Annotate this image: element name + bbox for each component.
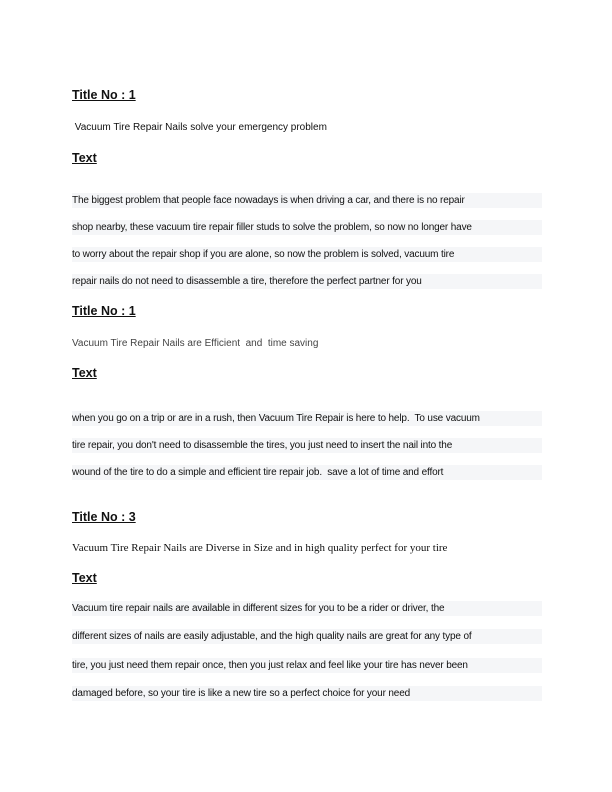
section-1-line-2: shop nearby, these vacuum tire repair filler studs to solve the problem, so now no longer have [72,220,542,235]
section-3-line-3: tire, you just need them repair once, then you just relax and feel like your tire has never been [72,658,542,673]
section-3-line-2: different sizes of nails are easily adjustable, and the high quality nails are great for any type of [72,629,542,644]
section-1-line-1: The biggest problem that people face nowadays is when driving a car, and there is no repair [72,193,542,208]
section-3-text-label: Text [72,571,97,585]
section-2-line-1: when you go on a trip or are in a rush, then Vacuum Tire Repair is here to help. To use vacuum [72,411,542,426]
section-1-title: Title No : 1 [72,88,136,102]
section-2-line-3: wound of the tire to do a simple and efficient tire repair job. save a lot of time and effort [72,465,542,480]
section-2-title: Title No : 1 [72,304,136,318]
section-3-subtitle: Vacuum Tire Repair Nails are Diverse in Size and in high quality perfect for your tire [72,542,448,554]
section-1-subtitle: Vacuum Tire Repair Nails solve your emergency problem [72,122,327,133]
section-2-line-2: tire repair, you don't need to disassemble the tires, you just need to insert the nail into the [72,438,542,453]
section-2-subtitle: Vacuum Tire Repair Nails are Efficient and time saving [72,338,319,349]
section-1-line-4: repair nails do not need to disassemble a tire, therefore the perfect partner for you [72,274,542,289]
section-1-line-3: to worry about the repair shop if you are alone, so now the problem is solved, vacuum tire [72,247,542,262]
section-3-title: Title No : 3 [72,510,136,524]
section-3-line-4: damaged before, so your tire is like a new tire so a perfect choice for your need [72,686,542,701]
section-1-text-label: Text [72,151,97,165]
section-3-line-1: Vacuum tire repair nails are available in different sizes for you to be a rider or driver, the [72,601,542,616]
section-2-text-label: Text [72,366,97,380]
